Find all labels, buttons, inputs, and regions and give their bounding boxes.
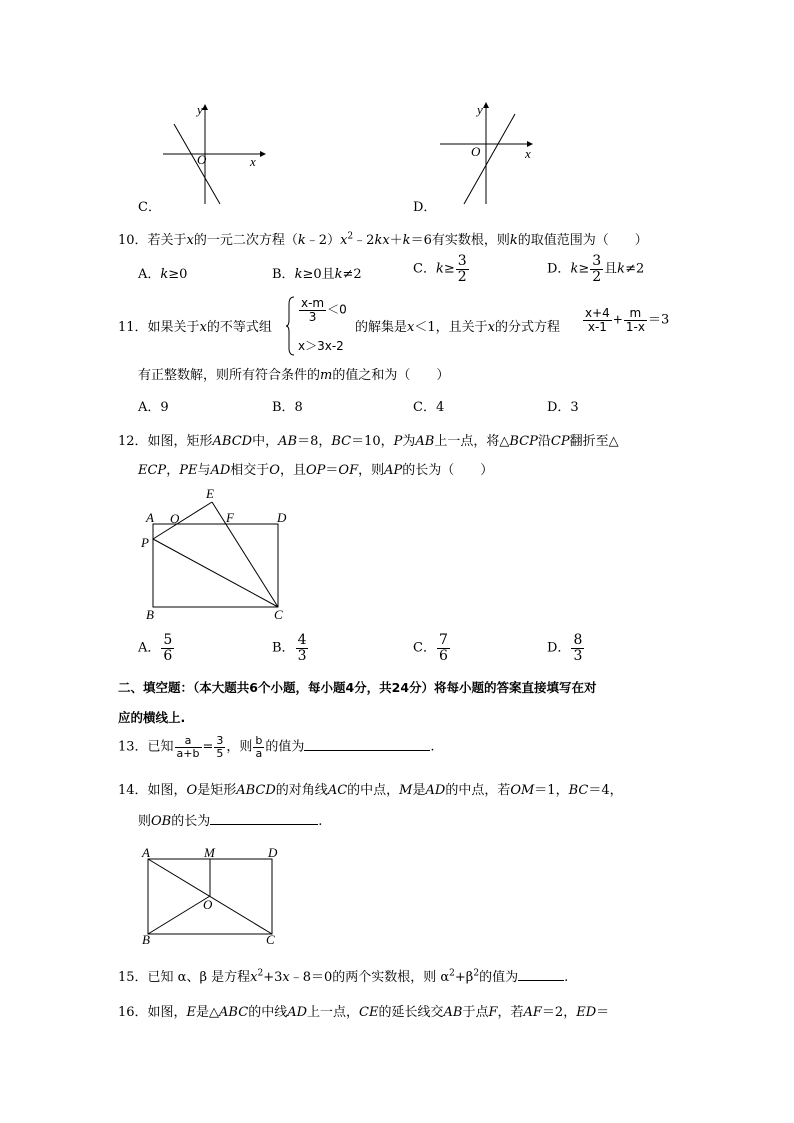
option-c-label: C． [138, 200, 161, 215]
svg-text:D: D [268, 845, 278, 860]
svg-text:A: A [146, 510, 154, 525]
svg-text:F: F [226, 510, 234, 525]
question-11-line1-b: 的解集是x＜1，且关于x的分式方程 [355, 320, 560, 335]
question-14-line1: 14．如图，O是矩形ABCD的对角线AC的中点，M是AD的中点，若OM＝1，BC＝4， [118, 783, 623, 798]
svg-text:O: O [203, 897, 213, 912]
question-11-line2: 有正整数解，则所有符合条件的m的值之和为（ ） [138, 368, 450, 383]
svg-text:P: P [141, 535, 149, 550]
inequality-2: x＞3x-2 [298, 339, 344, 353]
q12-figure [138, 486, 298, 624]
section-heading: 二、填空题：（本大题共6个小题，每小题4分，共24分）将每小题的答案直接填写在对 [118, 680, 597, 695]
question-14-line2: 则OB的长为 . [138, 814, 323, 829]
x-axis-label: x [250, 154, 256, 169]
question-12-line2: ECP，PE与AD相交于O，且OP＝OF，则AP的长为（ ） [138, 463, 494, 478]
q11-option-a: A．9 [138, 400, 169, 415]
y-axis-label: y [477, 102, 483, 117]
option-d-label: D． [413, 200, 437, 215]
q12-option-a: A． $\frac{5}{6}$ [138, 632, 173, 664]
svg-text:O: O [170, 511, 180, 526]
y-axis-label: y [197, 102, 203, 117]
origin-label: O [197, 152, 207, 167]
q11-option-d: D．3 [547, 400, 579, 415]
graph-option-d [437, 98, 542, 210]
svg-text:C: C [266, 932, 275, 947]
q10-option-a: A．k≥0 [138, 267, 188, 282]
question-12-line1: 12．如图，矩形ABCD中，AB＝8，BC＝10，P为AB上一点，将△BCP沿CP翻折至△ [118, 434, 619, 449]
q10-option-b: B．k≥0且k≠2 [272, 267, 362, 282]
question-16: 16．如图，E是△ABC的中线AD上一点，CE的延长线交AB于点F，若AF＝2，ED＝ [118, 1005, 610, 1020]
inequality-1: $\frac{x-m}{3}$ ＜0 [301, 296, 347, 324]
section-heading-cont: 应的横线上. [118, 710, 186, 725]
brace-icon [286, 296, 296, 356]
question-10: 10．若关于x的一元二次方程$(k﹣2)x^2﹣2kx+k=6$有实数根，则k的取值范围为（ ） [118, 231, 648, 248]
svg-text:B: B [146, 607, 154, 622]
svg-text:E: E [206, 486, 214, 501]
q11-option-c: C．4 [413, 400, 445, 415]
q10-option-c: C．k≥ $\frac{3}{2}$ [413, 253, 467, 285]
answer-blank[interactable] [518, 980, 564, 981]
svg-text:B: B [142, 932, 150, 947]
answer-blank[interactable] [304, 750, 430, 751]
question-15: 15．已知 α、β 是方程$x^2+3x﹣8=0$的两个实数根，则 $\alpha^2+\beta^2$的值为 . [118, 968, 569, 985]
fraction-equation: $\frac{x+4}{x-1}$ + $\frac{m}{1-x}$ ＝3 [585, 306, 670, 334]
question-13: 13．已知 $\frac{a}{a+b}$ = $\frac{3}{5}$ ，则 $\frac{b}{a}$ 的值为 . [118, 734, 435, 760]
svg-text:C: C [274, 607, 283, 622]
q12-option-c: C． $\frac{7}{6}$ [413, 632, 448, 664]
x-axis-label: x [525, 146, 531, 161]
q10-option-d: D．k≥ $\frac{3}{2}$ 且k≠2 [547, 253, 645, 285]
q14-figure [138, 842, 288, 948]
question-11-line1-a: 11．如果关于x的不等式组 [118, 320, 272, 335]
svg-text:A: A [142, 845, 150, 860]
q12-option-d: D． $\frac{8}{3}$ [547, 632, 583, 664]
q11-option-b: B．8 [272, 400, 303, 415]
graph-option-c [158, 100, 268, 210]
answer-blank[interactable] [210, 824, 318, 825]
svg-text:D: D [277, 510, 287, 525]
svg-text:M: M [204, 845, 215, 860]
q12-option-b: B． $\frac{4}{3}$ [272, 632, 307, 664]
origin-label: O [471, 144, 481, 159]
